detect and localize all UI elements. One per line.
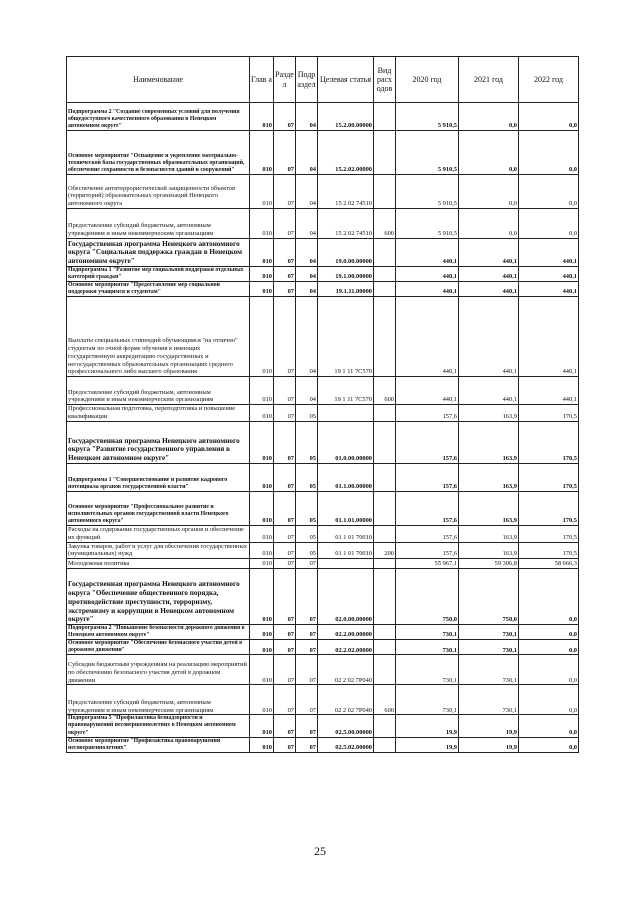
- table-header-row: [67, 57, 579, 103]
- cell-name: Подпрограмма 2 "Создание современных условий для получения общедоступного качественного образования в Ненецком автономном округе": [67, 103, 250, 131]
- cell-statya: 15.2.02.00000: [318, 131, 374, 175]
- cell-glava: 010: [250, 625, 274, 640]
- cell-vid: [374, 625, 396, 640]
- cell-y2020: 157,6: [396, 421, 459, 463]
- cell-y2021: 163,9: [459, 491, 519, 525]
- cell-y2021: 0,0: [459, 175, 519, 209]
- cell-y2022: 440,1: [519, 267, 579, 282]
- cell-statya: 02.0.00.00000: [318, 569, 374, 625]
- cell-name: Профессиональная подготовка, переподготовка и повышение квалификации: [67, 405, 250, 422]
- table-row: [67, 421, 579, 463]
- cell-razdel: 07: [274, 491, 296, 525]
- header-glava: Глав а: [250, 57, 274, 103]
- cell-vid: [374, 267, 396, 282]
- cell-y2022: 0,0: [519, 640, 579, 655]
- cell-y2020: 157,6: [396, 542, 459, 559]
- cell-y2022: 170,5: [519, 542, 579, 559]
- cell-y2020: 440,1: [396, 297, 459, 377]
- cell-podrazdel: 05: [296, 405, 318, 422]
- cell-podrazdel: 05: [296, 421, 318, 463]
- cell-glava: 010: [250, 103, 274, 131]
- table-row: [67, 715, 579, 737]
- cell-razdel: 07: [274, 715, 296, 737]
- cell-statya: [318, 405, 374, 422]
- cell-vid: [374, 463, 396, 491]
- cell-name: Основное мероприятие "Оснащение и укрепление материально-технической базы государственных образовательных организаций, обеспечение сохранности и безопасности зданий и сооружений": [67, 131, 250, 175]
- cell-y2020: 440,1: [396, 377, 459, 405]
- cell-y2022: 440,1: [519, 239, 579, 267]
- cell-podrazdel: 04: [296, 377, 318, 405]
- cell-vid: 600: [374, 209, 396, 239]
- cell-y2021: 0,0: [459, 103, 519, 131]
- cell-razdel: 07: [274, 737, 296, 752]
- cell-y2020: 55 967,1: [396, 559, 459, 569]
- table-row: [67, 175, 579, 209]
- cell-y2020: 157,6: [396, 405, 459, 422]
- cell-y2021: 0,0: [459, 209, 519, 239]
- cell-statya: 15 2 02 74510: [318, 209, 374, 239]
- cell-name: Закупка товаров, работ и услуг для обеспечения государственных (муниципальных) нужд: [67, 542, 250, 559]
- cell-vid: [374, 131, 396, 175]
- cell-vid: [374, 655, 396, 685]
- table-row: [67, 377, 579, 405]
- cell-name: Подпрограмма 1 "Совершенствование и развитие кадрового потенциала органов государственной власти": [67, 463, 250, 491]
- table-row: [67, 569, 579, 625]
- cell-y2020: 157,6: [396, 491, 459, 525]
- cell-statya: 15 2 02 74510: [318, 175, 374, 209]
- cell-statya: 01.1.00.00000: [318, 463, 374, 491]
- cell-podrazdel: 04: [296, 175, 318, 209]
- table-row: [67, 737, 579, 752]
- cell-name: Подпрограмма 2 "Повышение безопасности дорожного движения в Ненецком автономном округе": [67, 625, 250, 640]
- cell-y2021: 19,9: [459, 737, 519, 752]
- cell-y2022: 0,0: [519, 209, 579, 239]
- cell-y2020: 157,6: [396, 525, 459, 542]
- cell-y2020: 440,1: [396, 267, 459, 282]
- cell-name: Основное мероприятие "Обеспечение безопасного участия детей в дорожном движении": [67, 640, 250, 655]
- cell-glava: 010: [250, 737, 274, 752]
- cell-y2020: 5 910,5: [396, 209, 459, 239]
- table-row: [67, 131, 579, 175]
- cell-statya: 02 2 02 7Р040: [318, 655, 374, 685]
- cell-podrazdel: 04: [296, 267, 318, 282]
- budget-table-container: [66, 56, 579, 753]
- cell-vid: [374, 491, 396, 525]
- cell-y2021: 730,1: [459, 685, 519, 715]
- cell-razdel: 07: [274, 559, 296, 569]
- cell-podrazdel: 04: [296, 239, 318, 267]
- cell-podrazdel: 05: [296, 542, 318, 559]
- cell-y2021: 730,1: [459, 640, 519, 655]
- cell-glava: 010: [250, 542, 274, 559]
- cell-statya: 02 2 02 7Р040: [318, 685, 374, 715]
- cell-glava: 010: [250, 640, 274, 655]
- cell-statya: 15.2.00.00000: [318, 103, 374, 131]
- cell-glava: 010: [250, 655, 274, 685]
- cell-y2022: 440,1: [519, 377, 579, 405]
- cell-y2021: 19,9: [459, 715, 519, 737]
- header-statya: Целевая статья: [318, 57, 374, 103]
- cell-podrazdel: 07: [296, 715, 318, 737]
- cell-name: Обеспечение антитеррористической защищенности объектов (территорий) образовательных организаций Ненецкого автономного округа: [67, 175, 250, 209]
- header-podrazdel: Подр аздел: [296, 57, 318, 103]
- cell-y2022: 0,0: [519, 685, 579, 715]
- cell-glava: 010: [250, 463, 274, 491]
- cell-glava: 010: [250, 559, 274, 569]
- cell-name: Расходы на содержание государственных органов и обеспечение их функций: [67, 525, 250, 542]
- page-number: 25: [314, 844, 326, 858]
- table-row: [67, 625, 579, 640]
- cell-vid: 200: [374, 542, 396, 559]
- cell-podrazdel: 05: [296, 525, 318, 542]
- cell-statya: 02.2.02.00000: [318, 640, 374, 655]
- table-row: [67, 209, 579, 239]
- cell-y2021: 730,1: [459, 655, 519, 685]
- cell-name: Предоставление субсидий бюджетным, автономным учреждениям и иным некоммерческим организациям: [67, 377, 250, 405]
- cell-name: Подпрограмма 1 "Развитие мер социальной поддержки отдельных категорий граждан": [67, 267, 250, 282]
- cell-vid: [374, 640, 396, 655]
- cell-y2022: 170,5: [519, 405, 579, 422]
- cell-podrazdel: 07: [296, 685, 318, 715]
- cell-y2021: 440,1: [459, 282, 519, 297]
- table-row: [67, 463, 579, 491]
- cell-glava: 010: [250, 569, 274, 625]
- cell-vid: [374, 103, 396, 131]
- cell-podrazdel: 04: [296, 209, 318, 239]
- cell-razdel: 07: [274, 542, 296, 559]
- header-2021: 2021 год: [459, 57, 519, 103]
- cell-razdel: 07: [274, 405, 296, 422]
- cell-razdel: 07: [274, 463, 296, 491]
- table-row: [67, 405, 579, 422]
- cell-name: Предоставление субсидий бюджетным, автономным учреждениям и иным некоммерческим организациям: [67, 209, 250, 239]
- cell-statya: 19 1 11 7С570: [318, 377, 374, 405]
- cell-razdel: 07: [274, 267, 296, 282]
- header-name: Наименование: [67, 57, 250, 103]
- table-row: [67, 655, 579, 685]
- cell-y2022: 170,5: [519, 463, 579, 491]
- cell-name: Государственная программа Ненецкого автономного округа "Развитие государственного управления в Ненецком автономном округе": [67, 421, 250, 463]
- cell-y2020: 19,9: [396, 715, 459, 737]
- cell-razdel: 07: [274, 131, 296, 175]
- cell-y2020: 730,1: [396, 640, 459, 655]
- cell-razdel: 07: [274, 525, 296, 542]
- header-2022: 2022 год: [519, 57, 579, 103]
- cell-vid: [374, 405, 396, 422]
- cell-y2022: 0,0: [519, 569, 579, 625]
- cell-y2021: 440,1: [459, 377, 519, 405]
- cell-name: Государственная программа Ненецкого автономного округа "Обеспечение общественного порядка, противодействие преступности, терроризму, экстремизму и коррупции в Ненецком автономном округе": [67, 569, 250, 625]
- cell-razdel: 07: [274, 625, 296, 640]
- cell-y2021: 163,9: [459, 525, 519, 542]
- cell-podrazdel: 07: [296, 569, 318, 625]
- cell-glava: 010: [250, 715, 274, 737]
- cell-razdel: 07: [274, 685, 296, 715]
- cell-glava: 010: [250, 239, 274, 267]
- cell-name: Государственная программа Ненецкого автономного округа "Социальная поддержка граждан в Ненецком автономном округе": [67, 239, 250, 267]
- table-row: [67, 239, 579, 267]
- cell-razdel: 07: [274, 209, 296, 239]
- cell-y2021: 730,1: [459, 625, 519, 640]
- budget-table: [66, 56, 579, 753]
- cell-vid: 600: [374, 685, 396, 715]
- cell-vid: [374, 525, 396, 542]
- table-row: [67, 267, 579, 282]
- table-row: [67, 282, 579, 297]
- cell-name: Основное мероприятие "Профилактика правонарушений несовершеннолетних": [67, 737, 250, 752]
- cell-y2020: 730,1: [396, 685, 459, 715]
- cell-y2022: 0,0: [519, 103, 579, 131]
- cell-y2020: 730,1: [396, 655, 459, 685]
- cell-razdel: 07: [274, 569, 296, 625]
- cell-y2022: 0,0: [519, 655, 579, 685]
- cell-statya: 01 1 01 70010: [318, 525, 374, 542]
- cell-y2020: 440,1: [396, 282, 459, 297]
- cell-y2022: 0,0: [519, 715, 579, 737]
- cell-podrazdel: 05: [296, 463, 318, 491]
- cell-podrazdel: 07: [296, 737, 318, 752]
- cell-y2020: 440,1: [396, 239, 459, 267]
- cell-y2021: 750,0: [459, 569, 519, 625]
- cell-statya: [318, 559, 374, 569]
- cell-y2021: 163,9: [459, 463, 519, 491]
- cell-podrazdel: 04: [296, 103, 318, 131]
- cell-glava: 010: [250, 297, 274, 377]
- cell-y2022: 0,0: [519, 175, 579, 209]
- table-row: [67, 640, 579, 655]
- cell-statya: 01 1 01 70010: [318, 542, 374, 559]
- cell-y2022: 170,5: [519, 525, 579, 542]
- cell-vid: [374, 421, 396, 463]
- cell-y2020: 157,6: [396, 463, 459, 491]
- cell-razdel: 07: [274, 655, 296, 685]
- cell-name: Выплаты специальных стипендий обучающимся "на отлично" студентам по очной форме обучения в имеющих государственную аккредитацию государственных и негосударственных образовательных организациях среднего профессионального либо высшего образования: [67, 297, 250, 377]
- cell-podrazdel: 07: [296, 655, 318, 685]
- cell-razdel: 07: [274, 640, 296, 655]
- cell-glava: 010: [250, 175, 274, 209]
- cell-statya: 02.5.02.00000: [318, 737, 374, 752]
- cell-y2021: 163,9: [459, 542, 519, 559]
- cell-y2020: 730,1: [396, 625, 459, 640]
- cell-name: Предоставление субсидий бюджетным, автономным учреждениям и иным некоммерческим организациям: [67, 685, 250, 715]
- cell-statya: 02.5.00.00000: [318, 715, 374, 737]
- cell-vid: [374, 569, 396, 625]
- table-row: [67, 525, 579, 542]
- cell-y2022: 440,1: [519, 282, 579, 297]
- cell-y2022: 0,0: [519, 131, 579, 175]
- table-row: [67, 491, 579, 525]
- cell-glava: 010: [250, 685, 274, 715]
- cell-glava: 010: [250, 421, 274, 463]
- cell-y2021: 440,1: [459, 239, 519, 267]
- cell-y2020: 5 910,5: [396, 175, 459, 209]
- cell-podrazdel: 07: [296, 640, 318, 655]
- cell-y2022: 58 666,3: [519, 559, 579, 569]
- cell-statya: 19.1.11.00000: [318, 282, 374, 297]
- table-row: [67, 103, 579, 131]
- cell-glava: 010: [250, 525, 274, 542]
- cell-y2022: 440,1: [519, 297, 579, 377]
- cell-vid: [374, 715, 396, 737]
- cell-y2020: 750,0: [396, 569, 459, 625]
- cell-y2021: 440,1: [459, 267, 519, 282]
- cell-y2022: 170,5: [519, 421, 579, 463]
- cell-name: Подпрограмма 5 "Профилактика безнадзорности и правонарушений несовершеннолетних в Ненецком автономном округе": [67, 715, 250, 737]
- cell-vid: [374, 559, 396, 569]
- cell-razdel: 07: [274, 377, 296, 405]
- cell-y2020: 5 910,5: [396, 103, 459, 131]
- cell-podrazdel: 07: [296, 559, 318, 569]
- cell-razdel: 07: [274, 239, 296, 267]
- cell-y2020: 19,9: [396, 737, 459, 752]
- cell-podrazdel: 05: [296, 491, 318, 525]
- cell-glava: 010: [250, 405, 274, 422]
- cell-glava: 010: [250, 131, 274, 175]
- cell-podrazdel: 04: [296, 297, 318, 377]
- header-razdel: Разде л: [274, 57, 296, 103]
- cell-statya: 01.0.00.00000: [318, 421, 374, 463]
- cell-vid: [374, 282, 396, 297]
- cell-glava: 010: [250, 491, 274, 525]
- table-row: [67, 559, 579, 569]
- cell-y2021: 440,1: [459, 297, 519, 377]
- cell-y2021: 163,9: [459, 405, 519, 422]
- header-2020: 2020 год: [396, 57, 459, 103]
- cell-y2022: 0,0: [519, 737, 579, 752]
- cell-statya: 19.1.00.00000: [318, 267, 374, 282]
- cell-glava: 010: [250, 209, 274, 239]
- cell-razdel: 07: [274, 282, 296, 297]
- cell-vid: [374, 737, 396, 752]
- cell-vid: [374, 297, 396, 377]
- cell-vid: 600: [374, 377, 396, 405]
- cell-razdel: 07: [274, 421, 296, 463]
- cell-razdel: 07: [274, 103, 296, 131]
- table-row: [67, 685, 579, 715]
- table-row: [67, 297, 579, 377]
- cell-name: Основное мероприятие "Профессиональное развитие и исполнительных органов государственной власти Ненецкого автономного округа": [67, 491, 250, 525]
- cell-y2022: 170,5: [519, 491, 579, 525]
- cell-podrazdel: 04: [296, 282, 318, 297]
- cell-y2020: 5 910,5: [396, 131, 459, 175]
- cell-y2021: 163,9: [459, 421, 519, 463]
- cell-vid: [374, 175, 396, 209]
- cell-name: Молодежная политика: [67, 559, 250, 569]
- cell-podrazdel: 07: [296, 625, 318, 640]
- header-vid: Вид расх одов: [374, 57, 396, 103]
- cell-statya: 01.1.01.00000: [318, 491, 374, 525]
- cell-vid: [374, 239, 396, 267]
- cell-y2021: 59 306,8: [459, 559, 519, 569]
- cell-statya: 19.0.00.00000: [318, 239, 374, 267]
- cell-name: Основное мероприятие "Предоставление мер социальной поддержки учащимся и студентам": [67, 282, 250, 297]
- cell-y2021: 0,0: [459, 131, 519, 175]
- cell-podrazdel: 04: [296, 131, 318, 175]
- cell-statya: 02.2.00.00000: [318, 625, 374, 640]
- cell-razdel: 07: [274, 175, 296, 209]
- cell-y2022: 0,0: [519, 625, 579, 640]
- cell-glava: 010: [250, 377, 274, 405]
- cell-statya: 19 1 11 7С570: [318, 297, 374, 377]
- cell-razdel: 07: [274, 297, 296, 377]
- table-body: [67, 103, 579, 753]
- cell-name: Субсидии бюджетным учреждениям на реализацию мероприятий по обеспечению безопасного участия детей в дорожном движении: [67, 655, 250, 685]
- cell-glava: 010: [250, 282, 274, 297]
- cell-glava: 010: [250, 267, 274, 282]
- table-row: [67, 542, 579, 559]
